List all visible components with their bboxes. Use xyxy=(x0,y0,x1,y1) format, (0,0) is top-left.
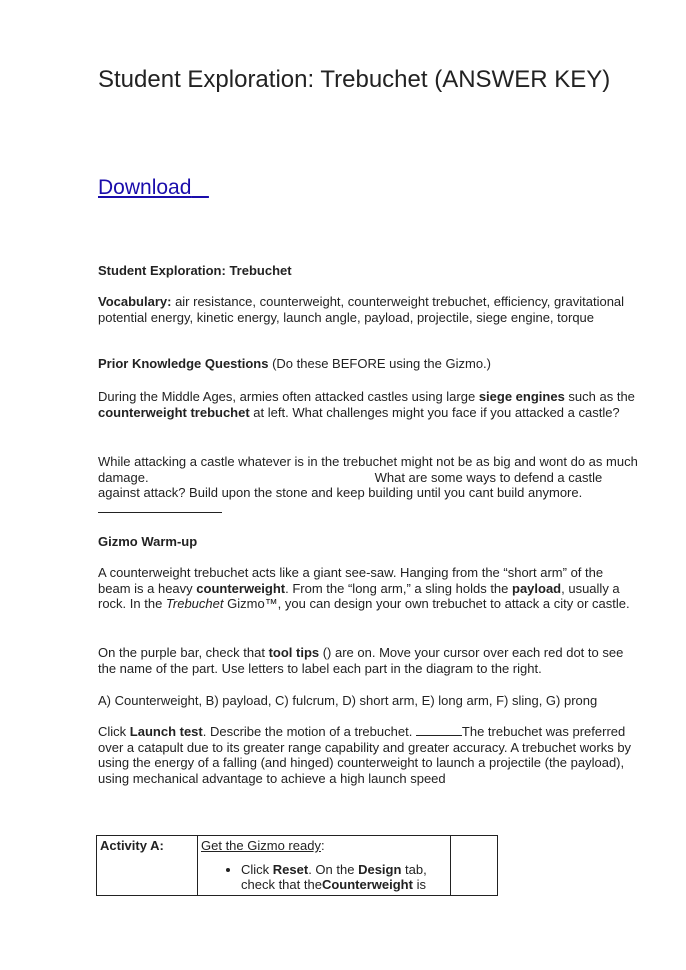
activity-instructions-cell: Get the Gizmo ready: • Click Reset. On the Design tab, check that theCounterweight is xyxy=(198,836,451,896)
activity-label: Activity A: xyxy=(100,838,164,853)
download-link[interactable]: Download xyxy=(98,176,192,199)
activity-empty-cell xyxy=(451,836,498,896)
prior-knowledge-note: (Do these BEFORE using the Gizmo.) xyxy=(268,356,491,371)
activity-label-cell xyxy=(97,836,198,896)
question-paragraph: During the Middle Ages, armies often attacked castles using large siege engines such as the counterweight trebuchet at left. What challenges might you face if you attacked a castle? xyxy=(98,389,635,420)
tooltips-paragraph: On the purple bar, check that tool tips () are on. Move your cursor over each red dot to see the name of the part. Use letters to label each part in the diagram to the right. xyxy=(98,645,624,676)
follow-up-question: What are some ways to defend a castle against attack? Build upon the stone and keep building until you cant build anymore. xyxy=(98,469,603,501)
document-title: Student Exploration: Trebuchet (ANSWER KEY) xyxy=(98,66,611,93)
section-heading: Student Exploration: Trebuchet xyxy=(98,263,292,278)
vocabulary-label: Vocabulary: xyxy=(98,294,172,309)
launch-blank xyxy=(416,724,462,736)
list-item: • Click Reset. On the Design tab, check that theCounterweight is xyxy=(241,862,447,893)
warmup-heading: Gizmo Warm-up xyxy=(98,534,198,549)
vocabulary-text: air resistance, counterweight, counterweight trebuchet, efficiency, gravitational potential energy, kinetic energy, launch angle, payload, projectile, siege engine, torque xyxy=(98,294,625,325)
answer-blank xyxy=(98,501,222,513)
answer-text: While attacking a castle whatever is in the trebuchet might not be as big and wont do as much damage. xyxy=(98,454,638,485)
activity-table xyxy=(96,835,498,896)
parts-list: A) Counterweight, B) payload, C) fulcrum, D) short arm, E) long arm, F) sling, G) prong xyxy=(98,693,598,708)
steps-list xyxy=(201,862,447,893)
warmup-paragraph: A counterweight trebuchet acts like a giant see-saw. Hanging from the “short arm” of the beam is a heavy counterweight. From the “long arm,” a sling holds the payload, usually a rock. In the Trebuchet Gizmo™, you can design your own trebuchet to attack a city or castle. xyxy=(98,565,630,612)
answer-paragraph xyxy=(98,454,638,516)
prior-knowledge-label: Prior Knowledge Questions xyxy=(98,356,269,371)
prior-knowledge-heading xyxy=(98,356,638,372)
gizmo-ready-label: Get the Gizmo ready xyxy=(201,838,321,853)
vocabulary-paragraph xyxy=(98,294,638,325)
launch-paragraph: Click Launch test. Describe the motion of a trebuchet. The trebuchet was preferred over a catapult due to its greater range capability and greater accuracy. A trebuchet works by using the energy of a falling (and hinged) counterweight to launch a projectile (the payload), using mechanical advantage to achieve a high launch speed xyxy=(98,724,632,786)
